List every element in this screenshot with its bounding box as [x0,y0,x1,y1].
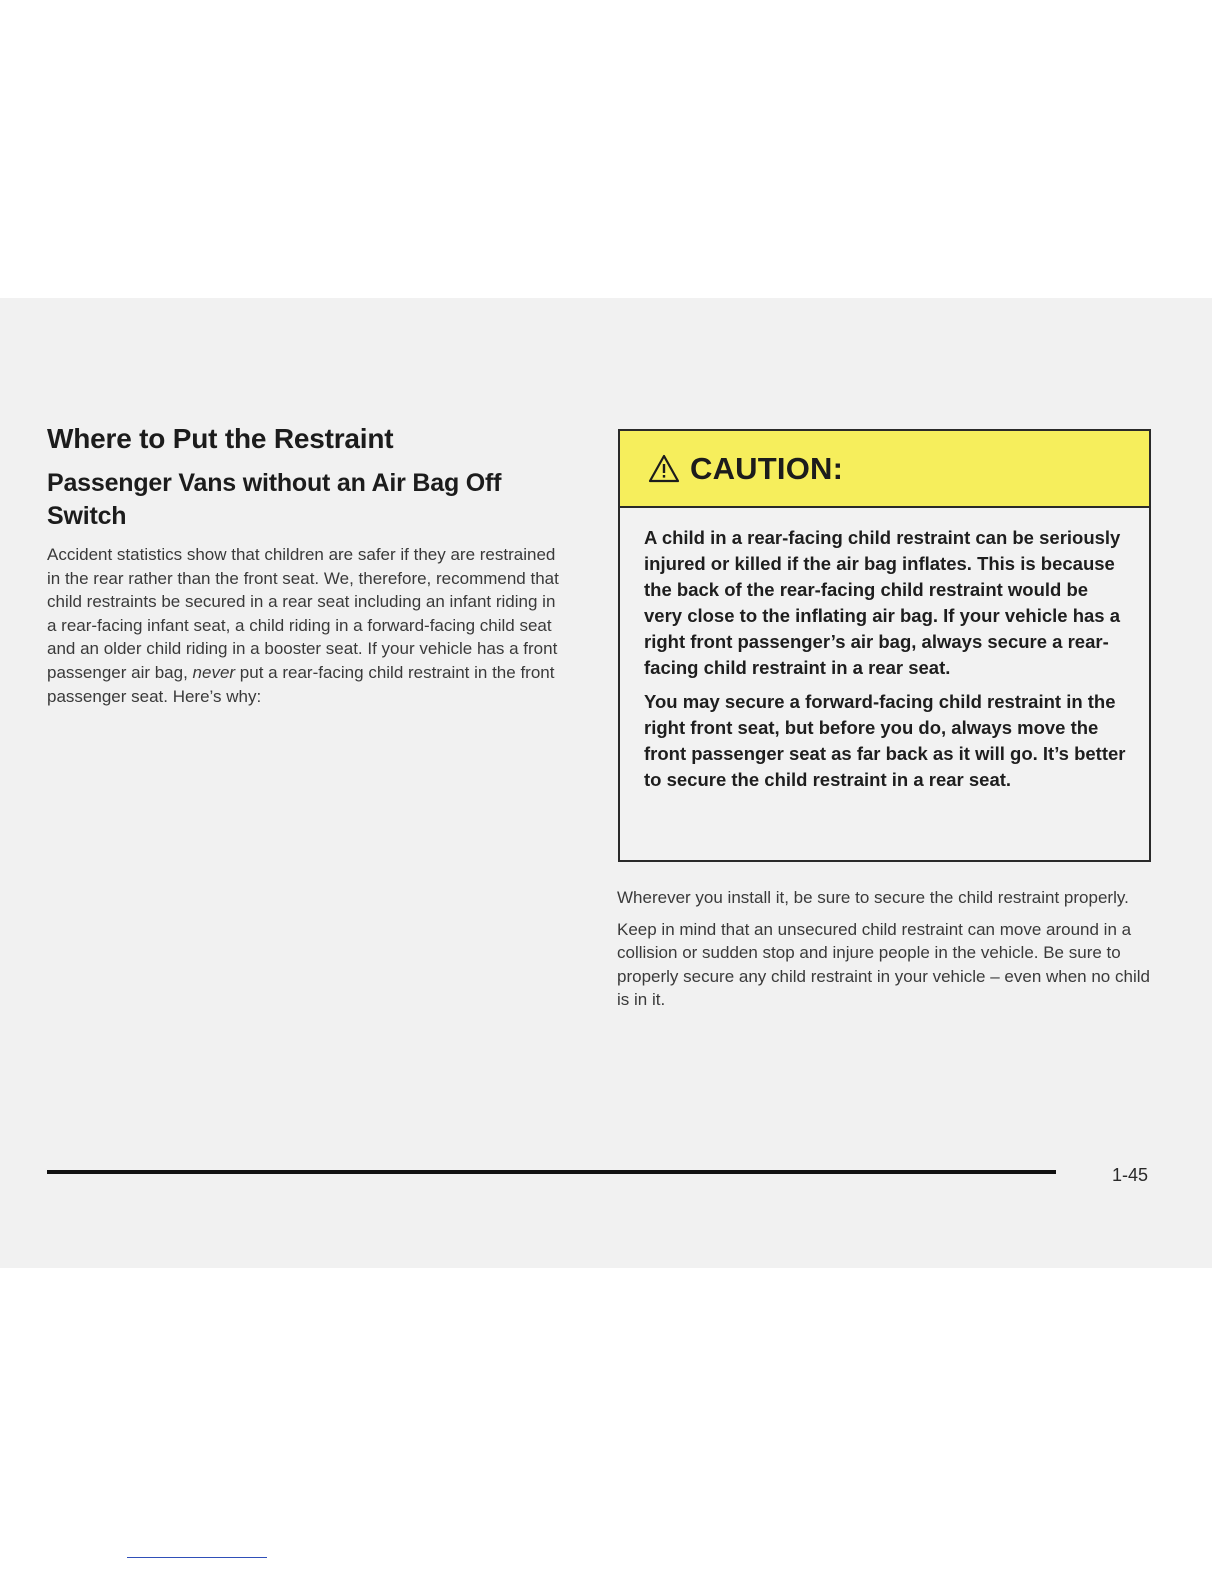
intro-paragraph [47,543,567,708]
right-column [617,886,1157,1020]
warning-triangle-icon [648,454,680,484]
intro-text-end: put a rear-facing child restraint in the front passenger seat. Here’s why: [47,662,555,706]
section-heading: Where to Put the Restraint [47,423,394,454]
caution-box [618,429,1151,862]
subsection-heading: Passenger Vans without an Air Bag Off Switch [47,469,502,530]
intro-text-italic: never [192,662,236,682]
caution-paragraph: A child in a rear-facing child restraint can be seriously injured or killed if the air bag inflates. This is because the back of the rear-facing child restraint would be very close to the inflating air bag. If your vehicle has a right front passenger’s air bag, always secure a rear-facing child restraint in a rear seat. [644,527,1121,678]
caution-title: CAUTION: [690,450,844,486]
page-number: 1-45 [1112,1165,1149,1185]
unsecured-restraint-paragraph: Keep in mind that an unsecured child restraint can move around in a collision or sudden stop and injure people in the vehicle. Be sure to properly secure any child restraint in your vehicle – even when no child is in it. [617,919,1150,1010]
install-paragraph: Wherever you install it, be sure to secure the child restraint properly. [617,888,1129,907]
intro-text-start: Accident statistics show that children are safer if they are restrained in the rear rather than the front seat. We, therefore, recommend that child restraints be secured in a rear seat including an infant riding in a rear-facing infant seat, a child riding in a forward-facing child seat and an older child riding in a booster seat. If your vehicle has a front passenger air bag, [47,545,559,682]
left-column [47,423,567,708]
caution-paragraph: You may secure a forward-facing child restraint in the right front seat, but before you do, always move the front passenger seat as far back as it will go. It’s better to secure the child restraint in a rear seat. [644,691,1126,790]
caution-header [620,431,1149,508]
caution-body [620,508,1149,793]
footer-rule [47,1170,1056,1174]
bottom-link-underline [127,1557,267,1558]
